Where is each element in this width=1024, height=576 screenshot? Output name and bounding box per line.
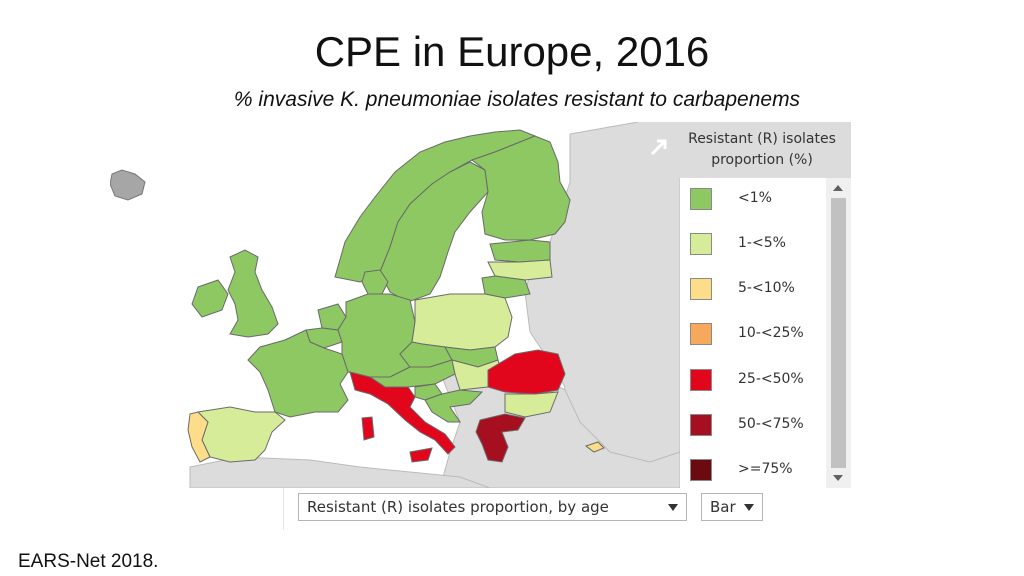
chevron-down-icon (668, 504, 678, 511)
legend-label: 25-<50% (738, 371, 804, 387)
source-note: EARS-Net 2018. (18, 551, 159, 572)
legend-item (690, 459, 820, 483)
legend-list (680, 178, 824, 488)
scrollbar-thumb[interactable] (831, 198, 846, 468)
legend-item (690, 233, 820, 257)
legend-label: <1% (738, 190, 772, 206)
legend-item (690, 278, 820, 302)
country-germany[interactable] (338, 294, 415, 377)
slide-subtitle: % invasive K. pneumoniae isolates resistant to carbapenems (233, 88, 801, 111)
legend-label: >=75% (738, 461, 793, 477)
legend-item (690, 188, 820, 212)
country-estonia[interactable] (490, 240, 550, 262)
chevron-down-icon (744, 504, 754, 511)
legend-swatch (690, 323, 712, 345)
legend-label: 1-<5% (738, 235, 786, 251)
scroll-up-arrow-icon[interactable] (833, 185, 843, 191)
legend-label: 50-<75% (738, 416, 804, 432)
indicator-select[interactable] (298, 493, 687, 521)
legend-label: 10-<25% (738, 325, 804, 341)
legend-item (690, 323, 820, 347)
country-poland[interactable] (412, 294, 512, 350)
legend-title-line2: proportion (%) (711, 152, 813, 168)
controls-bar (283, 488, 852, 530)
legend-header (638, 122, 851, 178)
legend-swatch (690, 414, 712, 436)
expand-icon[interactable] (648, 136, 670, 158)
indicator-select-value: Resistant (R) isolates proportion, by age (307, 498, 609, 516)
legend-title-line1: Resistant (R) isolates (688, 131, 836, 147)
legend-swatch (690, 369, 712, 391)
scroll-down-arrow-icon[interactable] (833, 475, 843, 481)
view-select-value: Bar (710, 498, 736, 516)
legend-item (690, 369, 820, 393)
slide-title: CPE in Europe, 2016 (314, 28, 710, 75)
view-select[interactable] (701, 493, 763, 521)
legend-scrollbar[interactable] (826, 178, 851, 488)
legend-swatch (690, 233, 712, 255)
map-widget (110, 122, 851, 488)
legend-title (678, 129, 846, 171)
legend-item (690, 414, 820, 438)
country-italy-sardinia[interactable] (362, 417, 374, 440)
legend-swatch (690, 278, 712, 300)
legend-label: 5-<10% (738, 280, 795, 296)
legend-swatch (690, 459, 712, 481)
legend-swatch (690, 188, 712, 210)
